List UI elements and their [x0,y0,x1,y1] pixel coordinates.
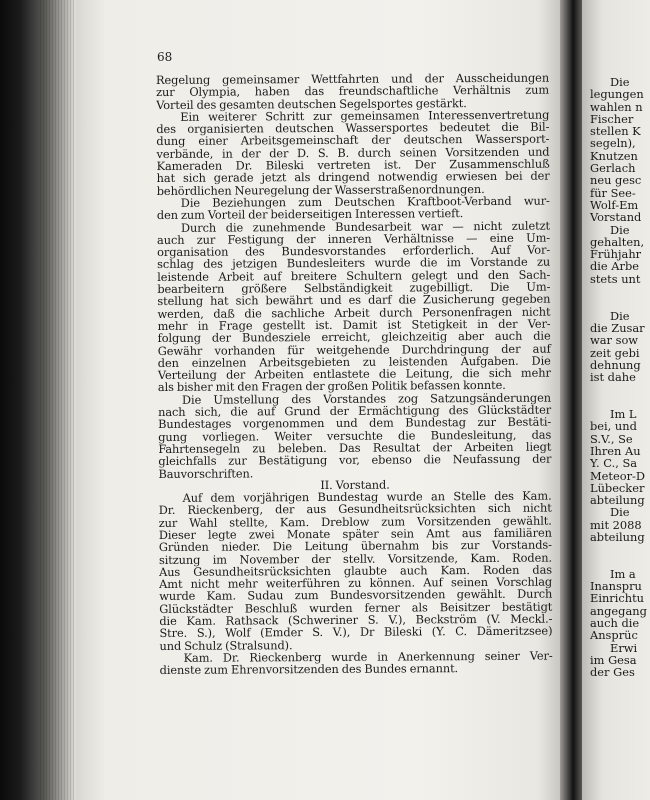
text-line: wurde Kam. Sudau zum Bundesvorsitzenden gewählt. Durch [159,587,553,604]
text-line: dehnung [590,357,641,372]
text-line: Ansprüc [590,628,638,643]
text-line: leistende Arbeit auf breitere Schultern gelegt und den Sach- [157,267,551,284]
text-line: organisation des Bundesvorstandes erforderlich. Auf Vor- [157,242,551,260]
text-line: gleichfalls zur Bestätigung vor, ebenso die Neufassung der [158,451,552,469]
text-line: bei, und [590,419,637,434]
text-line: verbände, in der der D. S. B. durch seinen Vorsitzenden und [156,144,550,161]
text-line: Wolf-Em [590,197,639,212]
text-line: abteilung [590,493,645,508]
blank-line [590,383,650,395]
text-line: Die Umstellung des Vorstandes zog Satzungsänderungen [181,390,552,407]
blank-line [590,285,650,297]
text-line: Bauvorschriften. [158,465,254,481]
text-line: segeln), [590,136,636,151]
text-line: den einzelnen Arbeitsgebieten zu leistenden Aufgaben. Die [157,353,551,370]
text-line: der Ges [590,665,635,680]
text-line: als bisher mit den Fragen der großen Politik befassen konnte. [157,378,506,395]
text-line: sitzung im November der stellv. Vorsitzende, Kam. Roden. [158,550,553,567]
text-line: zur Olympia, haben das freundschaftliche Verhältnis zum [156,82,550,100]
text-line: neu gesc [590,173,642,188]
text-line: Die Beziehungen zum Deutschen Kraftboot-Verband wur- [180,193,550,210]
text-line: abteilung [590,529,645,544]
text-line: mehr in Frage gestellt ist. Damit ist Stetigkeit in der Ver- [157,316,551,333]
text-line: Kameraden Dr. Bileski vertreten ist. Der Zusammenschluß [156,156,550,174]
text-line: S.V., Se [590,431,633,446]
text-line: Einrichtu [590,591,645,606]
text-line: behördlichen Neuregelung der Wasserstraßenordnungen. [156,181,485,198]
text-line: den zum Vorteil der beiderseitigen Interessen vertieft. [156,206,464,223]
text-line: Die [610,505,630,520]
text-line: Im L [610,407,637,422]
page-edges [40,0,78,800]
text-line: des organisierten deutschen Wassersportes bedeutet die Bil- [156,119,550,137]
text-line: Verteilung der Arbeiten entlastete die Leitung, die sich mehr [157,365,551,383]
text-line: dienste zum Ehrenvorsitzenden des Bundes ernannt. [159,661,459,678]
text-line: Y. C., Sa [590,456,638,471]
text-line: Knutzen [590,148,638,163]
text-line: Aus Gesundheitsrücksichten glaubte auch Kam. Roden das [158,562,553,579]
text-line: für See- [590,185,636,200]
text-line: auch zur Festigung der inneren Verhältnisse — eine Um- [156,230,551,247]
text-line: Vorteil des gesamten deutschen Segelsportes gestärkt. [156,95,467,112]
text-line: Erwi [610,640,638,655]
text-line: Im a [610,566,636,581]
text-line: Die [610,222,630,237]
page-number: 68 [157,50,173,64]
text-line: Dieser legte zwei Monate später sein Amt aus familiären [158,525,552,542]
section-heading: II. Vorstand. [320,477,390,492]
text-line: zeit gebi [590,345,640,360]
text-line: bearbeitern größere Selbständigkeit zugebilligt. Die Um- [157,279,551,297]
text-line: Fischer [590,111,634,126]
text-line: Gerlach [590,161,636,176]
left-page-text [156,72,553,677]
right-page [582,0,650,800]
blank-line [590,543,650,555]
text-line: wahlen n [590,99,643,114]
text-line: Fahrtensegeln zu beleben. Das Resultat der Arbeiten liegt [158,439,552,456]
text-line: Gründen nieder. Die Leitung übernahm bis zur Vorstands- [158,537,552,555]
text-line: Lübecker [590,480,645,495]
text-line: Frühjahr [590,247,642,262]
text-line: Bundestages vorgenommen und dem Bundestag zur Bestäti- [158,414,552,432]
text-line: Vorstand [590,210,642,225]
text-line: folgung der Bundesziele erreicht, gleichzeitig aber auch die [157,328,551,346]
text-line: auch die [590,616,640,631]
text-line: gehalten, [590,234,645,249]
text-line: schlag des jetzigen Bundesleiters wurde die im Vorstande zu [157,255,551,272]
text-line: Dr. Rieckenberg, der aus Gesundheitsrücksichten sich nicht [158,500,552,518]
text-line: stets unt [590,271,641,286]
text-line: dung einer Arbeitsgemeinschaft der deutschen Wassersport- [156,132,550,149]
text-line: Kam. Dr. Rieckenberg wurde in Anerkennung seiner Ver- [183,648,553,665]
blank-line [590,297,650,309]
text-line: Amt nicht mehr weiterführen zu können. Auf seinen Vorschlag [159,574,553,592]
text-line: Glückstädter Beschluß wurden ferner als Beisitzer bestätigt [159,599,553,616]
text-line: Stre. S.), Wolf (Emder S. V.), Dr Bileski (Y. C. Dämeritzsee) [159,623,553,641]
text-line: zur Wahl stellte, Kam. Dreblow zum Vorsitzenden gewählt. [158,513,552,530]
text-line: Die [610,75,630,89]
text-line: Inanspru [590,579,642,594]
text-line: Ein weiterer Schritt zur gemeinsamen Interessenvertretung [180,107,550,124]
text-line: legungen [590,87,644,102]
text-line: die Arbe [590,259,639,274]
text-line: die Kam. Rathsack (Schweriner S. V.), Beckström (V. Meckl.- [159,611,553,629]
text-line: angegang [590,603,647,618]
text-line: Ihren Au [590,443,641,458]
text-line: gung vorliegen. Weiter versuchte die Bundesleitung, das [158,427,552,444]
right-page-text [590,76,650,679]
book-gutter [560,0,584,800]
text-line: war sow [590,333,639,348]
text-line: Regelung gemeinsamer Wettfahrten und der Ausscheidungen [155,70,550,87]
text-line: mit 2088 [590,517,642,532]
text-line: Die [610,308,630,323]
text-line: ist dahe [590,370,636,385]
text-line: nach sich, die auf Grund der Ermächtigung des Glückstädter [158,402,552,420]
text-line: werden, daß die sachliche Arbeit durch Personenfragen nicht [157,304,551,321]
text-line: und Schulz (Stralsund). [159,637,293,653]
text-line: Durch die zunehmende Bundesarbeit war — nicht zuletzt [180,218,550,235]
text-line: hat sich gerade jetzt als dringend notwendig erwiesen bei der [156,168,550,186]
text-line: im Gesa [590,652,637,667]
text-line: Meteor-D [590,468,646,483]
text-line: stellung hat sich bewährt und es darf die Zusicherung gegeben [157,291,551,309]
text-line: stellen K [590,124,641,139]
text-line: die Zusar [590,320,645,335]
text-line: Auf dem vorjährigen Bundestag wurde an Stelle des Kam. [182,488,552,505]
text-line: Gewähr vorhanden für weitgehende Durchdringung der auf [157,341,551,358]
